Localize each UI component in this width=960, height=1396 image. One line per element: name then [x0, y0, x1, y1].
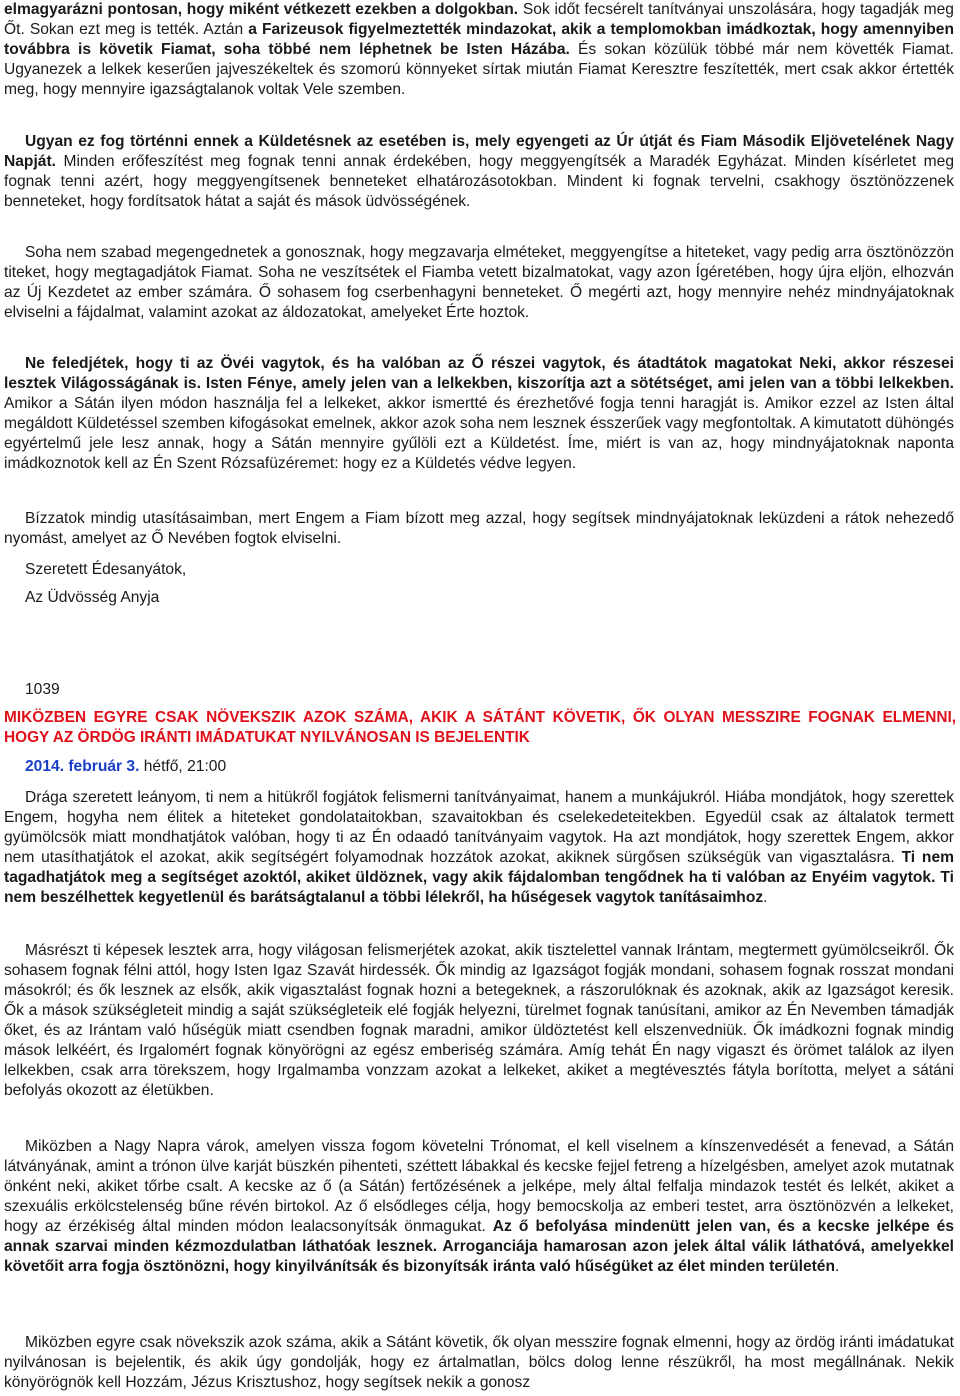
body-text: .	[763, 889, 768, 906]
body-text: És sokan közülük többé már nem követték Fiamat. Ugyanezek a lelkek keserűen jajveszékeltek és szomorú könnyeket sírtak miután Fiamat Keresztre feszítették, mert csak akkor értették meg, hogy mennyire igazságtalanok voltak Vele szemben.	[4, 41, 954, 98]
message-title: MIKÖZBEN EGYRE CSAK NÖVEKSZIK AZOK SZÁMA, AKIK A SÁTÁNT KÖVETIK, ŐK OLYAN MESSZIRE FOGNAK ELMENNI, HOGY AZ ÖRDÖG IRÁNTI IMÁDATUKAT NYILVÁNOSAN IS BEJELENTIK	[4, 709, 956, 746]
body-text: Miközben egyre csak növekszik azok száma, akik a Sátánt követik, ők olyan messzire fognak elmenni, hogy az ördög iránti imádatukat nyilvánosan is bejelentik, és akik úgy gondolják, hogy ez ártalmatlan, bölcs dolog lenne részükről, ha most megállnának. Nekik könyörögnök kell Hozzám, Jézus Krisztushoz, hogy segítsek nekik a gonosz	[4, 1334, 954, 1391]
body-text: Másrészt ti képesek lesztek arra, hogy világosan felismerjétek azokat, akik tisztelettel vannak Irántam, megtermett gyümölcseikről. Ők sohasem fognak félni attól, hogy Isten Igaz Szavát hirdessék. Ők mindig az Igazságot fogják mondani, sohasem fognak rosszat mondani másokról; és ők lesznek az elsők, akik vigasztalást fognak hozni a betegeknek, a rászorulóknak és azoknak, akik az Igazságot keresik. Ők a mások szükségleteit mindig a saját szükségleteik elé fogják helyezni, türelmet fognak tanúsítani, amikor az Én Nevemben támadják őket, és az Irántam való hűségük miatt csendben fognak maradni, amikor üldöztetést kell elszenvedniük. Ők imádkozni fognak mindig mások lelkéért, és Irgalomért fognak könyörögni az egész emberiség számára. Amíg tehát Én nagy vigaszt és örömet találok az ilyen lelkekben, csak arra törekszem, hogy Irgalmamba vonzzam azokat a lelkeket, akiket a megtévesztés fátyla borította, melyet a sátáni befolyás okozott az életükben.	[4, 942, 954, 1099]
paragraph-mission	[4, 132, 954, 212]
body-text: Miközben a Nagy Napra várok, amelyen vissza fogom követelni Trónomat, el kell viselnem a kínszenvedését a fenevad, a Sátán látványának, amint a trónon ülve karját büszkén pihenteti, széttett lábakkal és kecske fejjel fetreng a hízelgésben, amelyet azok mutatnak önként neki, akiket tőrbe csalt. A kecske az ő (a Sátán) fertőzésének a jelképe, mely által felfalja mindazok testét és lelkét, akiket a szexuális erkölcstelenség bűne révén birtokol. Az ő elsődleges célja, hogy bemocskolja az emberi testet, arra ösztönözvén a lelkeket, hogy az érzékiség által minden módon lealacsonyítsák önmagukat.	[4, 1138, 954, 1235]
paragraph-trust	[4, 509, 954, 549]
paragraph-dont-forget	[4, 354, 954, 474]
body-text: Amikor a Sátán ilyen módon használja fel a lelkeket, akkor ismertté és érezhetővé fogja tenni haragját is. Amikor ezzel az Isten által megáldott Küldetéssel szemben kifogásokat emelnek, akkor azok soha nem lesznek ésszerűek vagy megfontoltak. A kimutatott dühöngés egyértelmű jele lesz annak, hogy a Sátán mennyire gyűlöli ezt a Küldetést. Íme, miért is van az, hogy mindnyájatoknak naponta imádkoznotok kell az Én Szent Rózsafüzéremet: hogy ez a Küldetés védve legyen.	[4, 395, 955, 472]
message-number: 1039	[25, 681, 60, 698]
bold-text: Ti nem tagadhatjátok meg a segítséget azoktól, akiket üldöznek, vagy akik fájdalomban tengődnek ha ti valóban az Enyéim vagytok. Ti nem beszélhettek kegyetlenül és barátságtalanul a többi lélekről, ha hűségesek vagytok tanításaimhoz	[4, 849, 954, 906]
bold-text: Ugyan ez fog történni ennek a Küldetésnek az esetében is, mely egyengeti az Úr útját és Fiam Második Eljövetelének Nagy Napját.	[4, 133, 954, 170]
paragraph-pharisees	[4, 0, 954, 100]
message-date-line	[25, 757, 226, 777]
message-date: 2014. február 3.	[25, 758, 140, 775]
paragraph-never-allow	[4, 243, 954, 323]
body-text: .	[835, 1258, 840, 1275]
body-text: Bízzatok mindig utasításaimban, mert Engem a Fiam bízott meg azzal, hogy segítsek mindnyájatoknak leküzdeni a rátok nehezedő nyomást, amelyet az Ő Nevében fogtok elviselni.	[4, 510, 954, 547]
signature-line-1: Szeretett Édesanyátok,	[25, 561, 187, 578]
bold-text: a Farizeusok figyelmeztették mindazokat, akik a templomokban imádkoztak, hogy amennyiben továbbra is követik Fiamat, soha többé nem léphetnek be Isten Házába.	[4, 21, 954, 58]
body-text: Soha nem szabad megengednetek a gonosznak, hogy megzavarja elméteket, meggyengítse a hiteteket, vagy pedig arra ösztönözzön titeket, hogy megtagadjátok Fiamat. Soha ne veszítsétek el Fiamba vetett bizalmatokat, vagy azon Ígéretében, hogy újra eljön, elhozván az Új Kezdetet az ember számára. Ő sohasem fog cserbenhagyni benneteket. Ő megérti azt, hogy mennyire nehéz mindnyájatoknak elviselni a fájdalmat, valamint azokat az áldozatokat, amelyeket Érte hoztok.	[4, 244, 954, 321]
bold-text: Ne feledjétek, hogy ti az Övéi vagytok, és ha valóban az Ő részei vagytok, és átadtátok magatokat Neki, akkor részesei lesztek Világosságának is. Isten Fénye, amely jelen van a lelkekben, kiszorítja azt a sötétséget, ami jelen van a többi lelkekben.	[4, 355, 954, 392]
paragraph-on-the-other-hand	[4, 941, 954, 1101]
bold-text: elmagyarázni pontosan, hogy miként vétkezett ezekben a dolgokban.	[4, 1, 519, 18]
paragraph-dear-daughter	[4, 788, 954, 908]
paragraph-great-day	[4, 1137, 954, 1277]
body-text: Minden erőfeszítést meg fognak tenni annak érdekében, hogy meggyengítsék a Maradék Egyházat. Minden kísérletet meg fognak tenni azért, hogy meggyengítsenek benneteket elhatározásotokban. Mindent ki fognak tervelni, csakhogy ösztönözzenek benneteket, hogy fordítsatok hátat a saját és mások üdvösségének.	[4, 153, 954, 210]
paragraph-growing-number	[4, 1333, 954, 1393]
message-time: hétfő, 21:00	[139, 758, 227, 775]
body-text: Sok időt fecsérelt tanítványai unszolására, hogy tagadják meg Őt. Sokan ezt meg is tették. Aztán	[4, 1, 954, 38]
body-text: Drága szeretett leányom, ti nem a hitükről fogjátok felismerni tanítványaimat, hanem a munkájukról. Hiába mondjátok, hogy szerettek Engem, hogyha nem élitek a hiteteket gondolataitokban, szavaitokban és cselekedeteitekben. Egyedül csak az általatok termett gyümölcsök miatt mondhatjátok valóban, hogy ti az Én odaadó tanítványaim vagytok. Ha azt mondjátok, hogy szerettek Engem, akkor nem utasíthatjátok el azokat, akik segítségért folyamodnak hozzátok azokat, akiknek sürgősen szükségük van vigasztalásra.	[4, 789, 954, 866]
bold-text: Az ő befolyása mindenütt jelen van, és a kecske jelképe és annak szarvai minden kézmozdulatban láthatóak lesznek. Arroganciája hamarosan azon jelek által válik láthatóvá, amelyekkel követőit arra fogja ösztönözni, hogy kinyilvánítsák és bizonyítsák iránta való hűségüket az élet minden területén	[4, 1218, 954, 1275]
signature-line-2: Az Üdvösség Anyja	[25, 589, 160, 606]
